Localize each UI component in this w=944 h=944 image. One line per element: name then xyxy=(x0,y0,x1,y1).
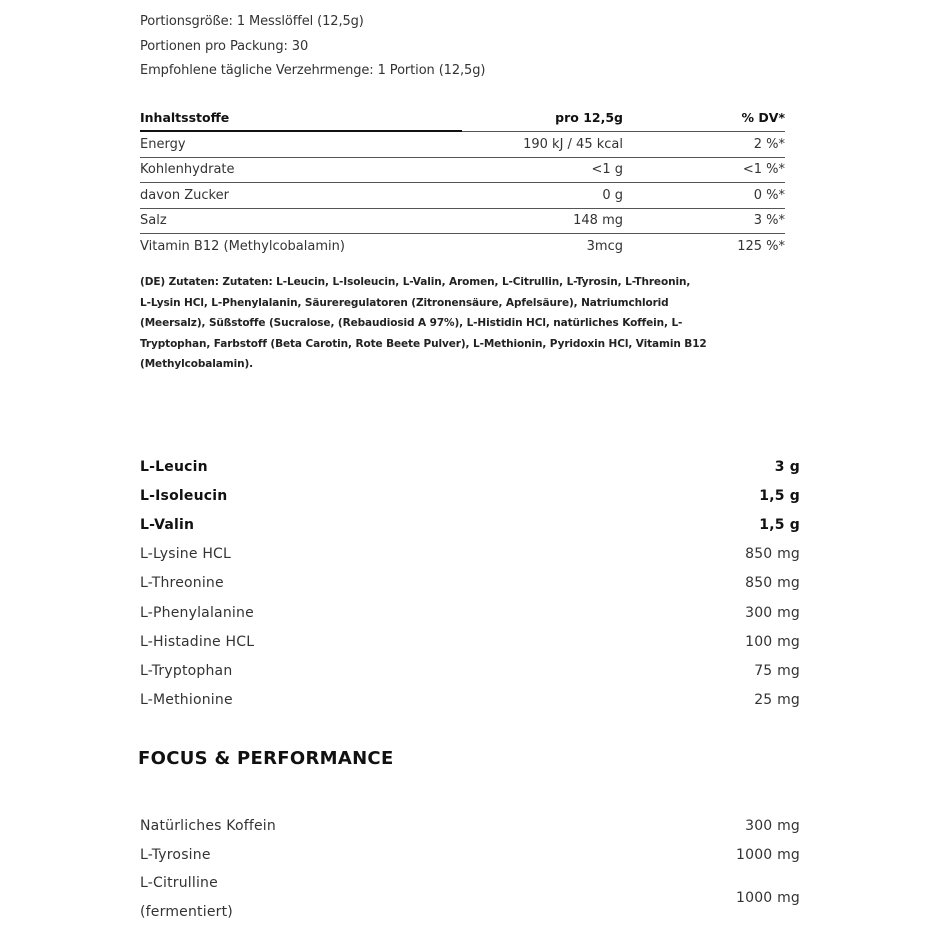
row-name: Kohlenhydrate xyxy=(140,162,235,178)
item-name: L-Tyrosine xyxy=(140,846,211,863)
item-name: L-Lysine HCL xyxy=(140,546,232,563)
item-amount: 1,5 g xyxy=(759,516,800,533)
list-item xyxy=(140,510,800,539)
recommended-intake: Empfohlene tägliche Verzehrmenge: 1 Portion (12,5g) xyxy=(140,63,486,78)
row-dv: 0 %* xyxy=(753,187,785,203)
ingredients-line: L-Lysin HCl, L-Phenylalanin, Säureregulatoren (Zitronensäure, Apfelsäure), Natriumchlorid xyxy=(140,296,669,309)
list-item xyxy=(140,686,800,715)
item-name-line2: (fermentiert) xyxy=(140,904,233,921)
item-name: Natürliches Koffein xyxy=(140,817,276,834)
item-name: L-Methionine xyxy=(140,692,233,709)
list-item xyxy=(140,540,800,569)
header-daily-value: % DV* xyxy=(741,110,785,125)
row-amount: <1 g xyxy=(591,162,623,178)
item-amount: 850 mg xyxy=(745,546,800,563)
row-dv: 3 %* xyxy=(753,213,785,229)
item-name: L-Leucin xyxy=(140,458,208,475)
header-per-serving: pro 12,5g xyxy=(555,110,623,125)
item-amount: 1000 mg xyxy=(735,846,800,863)
item-name: L-Isoleucin xyxy=(140,487,228,504)
list-item xyxy=(140,569,800,598)
serving-info xyxy=(140,10,800,84)
row-name: davon Zucker xyxy=(140,187,229,203)
item-amount: 25 mg xyxy=(754,692,800,709)
row-name: Energy xyxy=(140,136,186,152)
ingredients-line: (Methylcobalamin). xyxy=(140,358,254,370)
list-item xyxy=(140,656,800,685)
row-amount: 3mcg xyxy=(586,239,623,255)
amino-acid-list xyxy=(140,452,800,715)
item-amount: 1,5 g xyxy=(759,487,800,504)
list-item xyxy=(140,869,800,927)
item-amount: 300 mg xyxy=(745,817,800,834)
list-item xyxy=(140,627,800,656)
row-dv: 2 %* xyxy=(753,136,785,152)
section-title-focus: FOCUS & PERFORMANCE xyxy=(138,748,394,769)
list-item xyxy=(140,840,800,869)
header-divider-thick xyxy=(140,130,462,132)
item-amount: 1000 mg xyxy=(735,890,800,907)
table-row xyxy=(140,234,785,260)
header-ingredients: Inhaltsstoffe xyxy=(140,110,230,125)
table-row xyxy=(140,209,785,235)
item-name: L-Tryptophan xyxy=(140,662,233,679)
item-name: L-Histadine HCL xyxy=(140,633,255,650)
ingredients-text xyxy=(140,272,790,375)
serving-size: Portionsgröße: 1 Messlöffel (12,5g) xyxy=(140,14,364,29)
row-amount: 190 kJ / 45 kcal xyxy=(523,136,623,152)
row-amount: 0 g xyxy=(602,187,623,203)
ingredients-line: Tryptophan, Farbstoff (Beta Carotin, Rote Beete Pulver), L-Methionin, Pyridoxin HCl, Vitamin B12 xyxy=(140,337,707,350)
item-name: L-Valin xyxy=(140,516,195,533)
item-amount: 3 g xyxy=(774,458,800,475)
list-item xyxy=(140,452,800,481)
item-name: L-Phenylalanine xyxy=(140,604,254,621)
table-row xyxy=(140,158,785,184)
item-amount: 100 mg xyxy=(745,633,800,650)
list-item xyxy=(140,811,800,840)
ingredients-line: (Meersalz), Süßstoffe (Sucralose, (Rebaudiosid A 97%), L-Histidin HCl, natürliches Koffein, L- xyxy=(140,317,683,329)
nutrition-table-header xyxy=(140,105,785,130)
item-amount: 75 mg xyxy=(754,662,800,679)
ingredients-line: (DE) Zutaten: Zutaten: L-Leucin, L-Isoleucin, L-Valin, Aromen, L-Citrullin, L-Tyrosin, L-Threonin, xyxy=(140,276,691,288)
item-amount: 300 mg xyxy=(745,604,800,621)
row-dv: <1 %* xyxy=(742,162,785,178)
table-row xyxy=(140,132,785,158)
focus-performance-list xyxy=(140,811,800,927)
list-item xyxy=(140,481,800,510)
row-name: Vitamin B12 (Methylcobalamin) xyxy=(140,239,345,255)
table-row xyxy=(140,183,785,209)
header-divider-thin xyxy=(462,131,785,132)
servings-per-pack: Portionen pro Packung: 30 xyxy=(140,38,309,54)
nutrition-table xyxy=(140,105,785,260)
item-name-line1: L-Citrulline xyxy=(140,875,218,892)
item-amount: 850 mg xyxy=(745,575,800,592)
item-name: L-Threonine xyxy=(140,575,224,592)
row-name: Salz xyxy=(140,213,167,229)
item-name xyxy=(140,869,233,927)
row-amount: 148 mg xyxy=(573,213,623,229)
list-item xyxy=(140,598,800,627)
row-dv: 125 %* xyxy=(737,239,785,255)
